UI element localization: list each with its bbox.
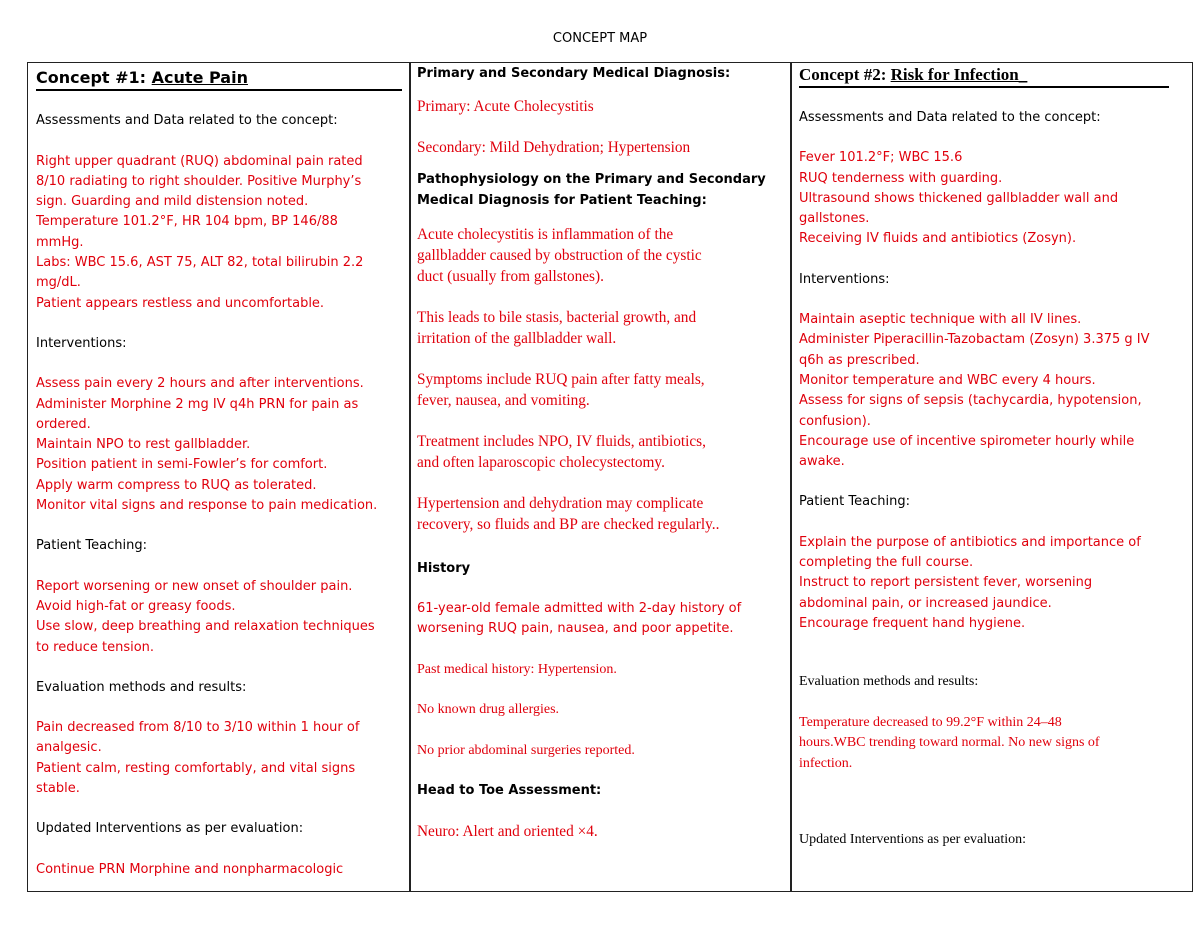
concept2-assess-list [799, 148, 1169, 249]
text-line: 8/10 radiating to right shoulder. Positive Murphy’s [36, 173, 362, 189]
concept1-teach-heading: Patient Teaching: [36, 538, 147, 554]
pathophysiology-heading [417, 170, 783, 211]
text-line: Encourage use of incentive spirometer hourly while [799, 433, 1135, 449]
text-line: Fever 101.2°F; WBC 15.6 [799, 150, 963, 166]
concept2-label: Concept #2: [799, 65, 887, 84]
text-line: recovery, so fluids and BP are checked regularly.. [417, 515, 720, 533]
concept2-name: Risk for Infection_ [890, 65, 1028, 84]
concept2-header [799, 65, 1169, 88]
pathophysiology-text [417, 224, 783, 535]
text-line: Receiving IV fluids and antibiotics (Zosyn). [799, 231, 1077, 247]
column-divider [409, 63, 411, 891]
text-line: Ultrasound shows thickened gallbladder wall and [799, 190, 1119, 206]
text-line: Report worsening or new onset of shoulder pain. [36, 578, 353, 594]
concept2-eval-list [799, 713, 1169, 775]
text-line: Explain the purpose of antibiotics and importance of [799, 534, 1141, 550]
neuro-assessment: Neuro: Alert and oriented ×4. [417, 822, 598, 840]
concept2-eval-heading: Evaluation methods and results: [799, 674, 979, 690]
head-to-toe-heading: Head to Toe Assessment: [417, 783, 602, 799]
history-heading: History [417, 560, 471, 576]
text-line: Treatment includes NPO, IV fluids, antibiotics, [417, 432, 706, 450]
concept1-assess-heading: Assessments and Data related to the concept: [36, 113, 338, 129]
pathophysiology-paragraph [417, 307, 783, 349]
text-line: Administer Piperacillin-Tazobactam (Zosyn) 3.375 g IV [799, 332, 1150, 348]
text-line: Patient appears restless and uncomfortable. [36, 295, 325, 311]
text-line: confusion). [799, 413, 871, 429]
pathophysiology-paragraph [417, 224, 783, 287]
text-line: Instruct to report persistent fever, worsening [799, 575, 1093, 591]
primary-diagnosis: Primary: Acute Cholecystitis [417, 98, 594, 116]
text-line: Labs: WBC 15.6, AST 75, ALT 82, total bilirubin 2.2 [36, 255, 364, 271]
page-title: CONCEPT MAP [552, 31, 648, 46]
text-line: mmHg. [36, 234, 84, 250]
text-line: Apply warm compress to RUQ as tolerated. [36, 477, 317, 493]
text-line: gallbladder caused by obstruction of the cystic [417, 246, 702, 264]
concept1-eval-heading: Evaluation methods and results: [36, 679, 247, 695]
text-line: Position patient in semi-Fowler’s for comfort. [36, 457, 328, 473]
text-line: Patient calm, resting comfortably, and vital signs [36, 760, 356, 776]
text-line: Use slow, deep breathing and relaxation techniques [36, 619, 375, 635]
text-line: duct (usually from gallstones). [417, 267, 604, 285]
text-line: awake. [799, 454, 845, 470]
text-line: Pathophysiology on the Primary and Secondary [417, 172, 766, 188]
text-line: sign. Guarding and mild distension noted. [36, 194, 309, 210]
text-line: hours.WBC trending toward normal. No new signs of [799, 735, 1100, 751]
text-line: ordered. [36, 416, 91, 432]
text-line: Pain decreased from 8/10 to 3/10 within 1 hour of [36, 720, 360, 736]
text-line: RUQ tenderness with guarding. [799, 170, 1003, 186]
pathophysiology-paragraph [417, 493, 783, 535]
text-line: Acute cholecystitis is inflammation of the [417, 225, 674, 243]
history-list [417, 599, 783, 640]
text-line: Administer Morphine 2 mg IV q4h PRN for pain as [36, 396, 359, 412]
text-line: Right upper quadrant (RUQ) abdominal pain rated [36, 153, 363, 169]
concept-map-table [27, 62, 1193, 892]
concept2-column [799, 63, 1169, 891]
text-line: Hypertension and dehydration may complicate [417, 494, 704, 512]
pathophysiology-paragraph [417, 431, 783, 473]
text-line: irritation of the gallbladder wall. [417, 329, 617, 347]
text-line: completing the full course. [799, 555, 974, 571]
text-line: Temperature decreased to 99.2°F within 24–48 [799, 714, 1062, 730]
text-line: abdominal pain, or increased jaundice. [799, 595, 1052, 611]
prior-surgeries: No prior abdominal surgeries reported. [417, 742, 635, 758]
text-line: Medical Diagnosis for Patient Teaching: [417, 192, 707, 208]
concept1-name: Acute Pain [151, 68, 248, 87]
concept2-teach-list [799, 533, 1169, 634]
drug-allergies: No known drug allergies. [417, 702, 560, 718]
text-line: and often laparoscopic cholecystectomy. [417, 453, 665, 471]
text-line: Assess for signs of sepsis (tachycardia, hypotension, [799, 393, 1142, 409]
concept2-updated-heading: Updated Interventions as per evaluation: [799, 832, 1027, 848]
diagnosis-column [417, 63, 783, 891]
concept1-label: Concept #1: [36, 68, 147, 87]
concept1-column [36, 63, 402, 891]
text-line: to reduce tension. [36, 639, 155, 655]
text-line: q6h as prescribed. [799, 352, 920, 368]
text-line: Encourage frequent hand hygiene. [799, 615, 1026, 631]
concept1-interv-heading: Interventions: [36, 335, 127, 351]
text-line: Symptoms include RUQ pain after fatty meals, [417, 370, 705, 388]
diagnosis-heading: Primary and Secondary Medical Diagnosis: [417, 66, 731, 81]
concept1-updated-list [36, 860, 402, 880]
concept2-assess-heading: Assessments and Data related to the concept: [799, 110, 1101, 125]
concept1-header [36, 68, 402, 91]
column-divider [790, 63, 792, 891]
text-line: Continue PRN Morphine and nonpharmacologic [36, 861, 344, 877]
concept2-interv-heading: Interventions: [799, 271, 890, 287]
concept1-teach-list [36, 577, 402, 658]
secondary-diagnosis: Secondary: Mild Dehydration; Hypertension [417, 139, 691, 157]
concept1-eval-list [36, 718, 402, 799]
concept1-interv-list [36, 374, 402, 516]
concept2-teach-heading: Patient Teaching: [799, 494, 910, 510]
text-line: mg/dL. [36, 275, 81, 291]
text-line: gallstones. [799, 211, 870, 227]
concept1-updated-heading: Updated Interventions as per evaluation: [36, 821, 304, 837]
concept2-interv-list [799, 310, 1169, 472]
text-line: This leads to bile stasis, bacterial growth, and [417, 308, 697, 326]
pathophysiology-paragraph [417, 369, 783, 411]
text-line: Monitor temperature and WBC every 4 hours. [799, 372, 1096, 388]
text-line: analgesic. [36, 740, 102, 756]
text-line: worsening RUQ pain, nausea, and poor appetite. [417, 621, 734, 637]
text-line: fever, nausea, and vomiting. [417, 391, 590, 409]
text-line: Monitor vital signs and response to pain medication. [36, 498, 378, 514]
text-line: Maintain NPO to rest gallbladder. [36, 437, 251, 453]
text-line: Assess pain every 2 hours and after interventions. [36, 376, 364, 392]
concept1-assess-list [36, 152, 402, 314]
text-line: Maintain aseptic technique with all IV lines. [799, 312, 1082, 328]
text-line: Temperature 101.2°F, HR 104 bpm, BP 146/88 [36, 214, 338, 230]
past-medical-history: Past medical history: Hypertension. [417, 661, 617, 677]
text-line: infection. [799, 755, 853, 771]
text-line: Avoid high-fat or greasy foods. [36, 598, 236, 614]
text-line: stable. [36, 781, 80, 797]
text-line: 61-year-old female admitted with 2-day history of [417, 601, 742, 617]
